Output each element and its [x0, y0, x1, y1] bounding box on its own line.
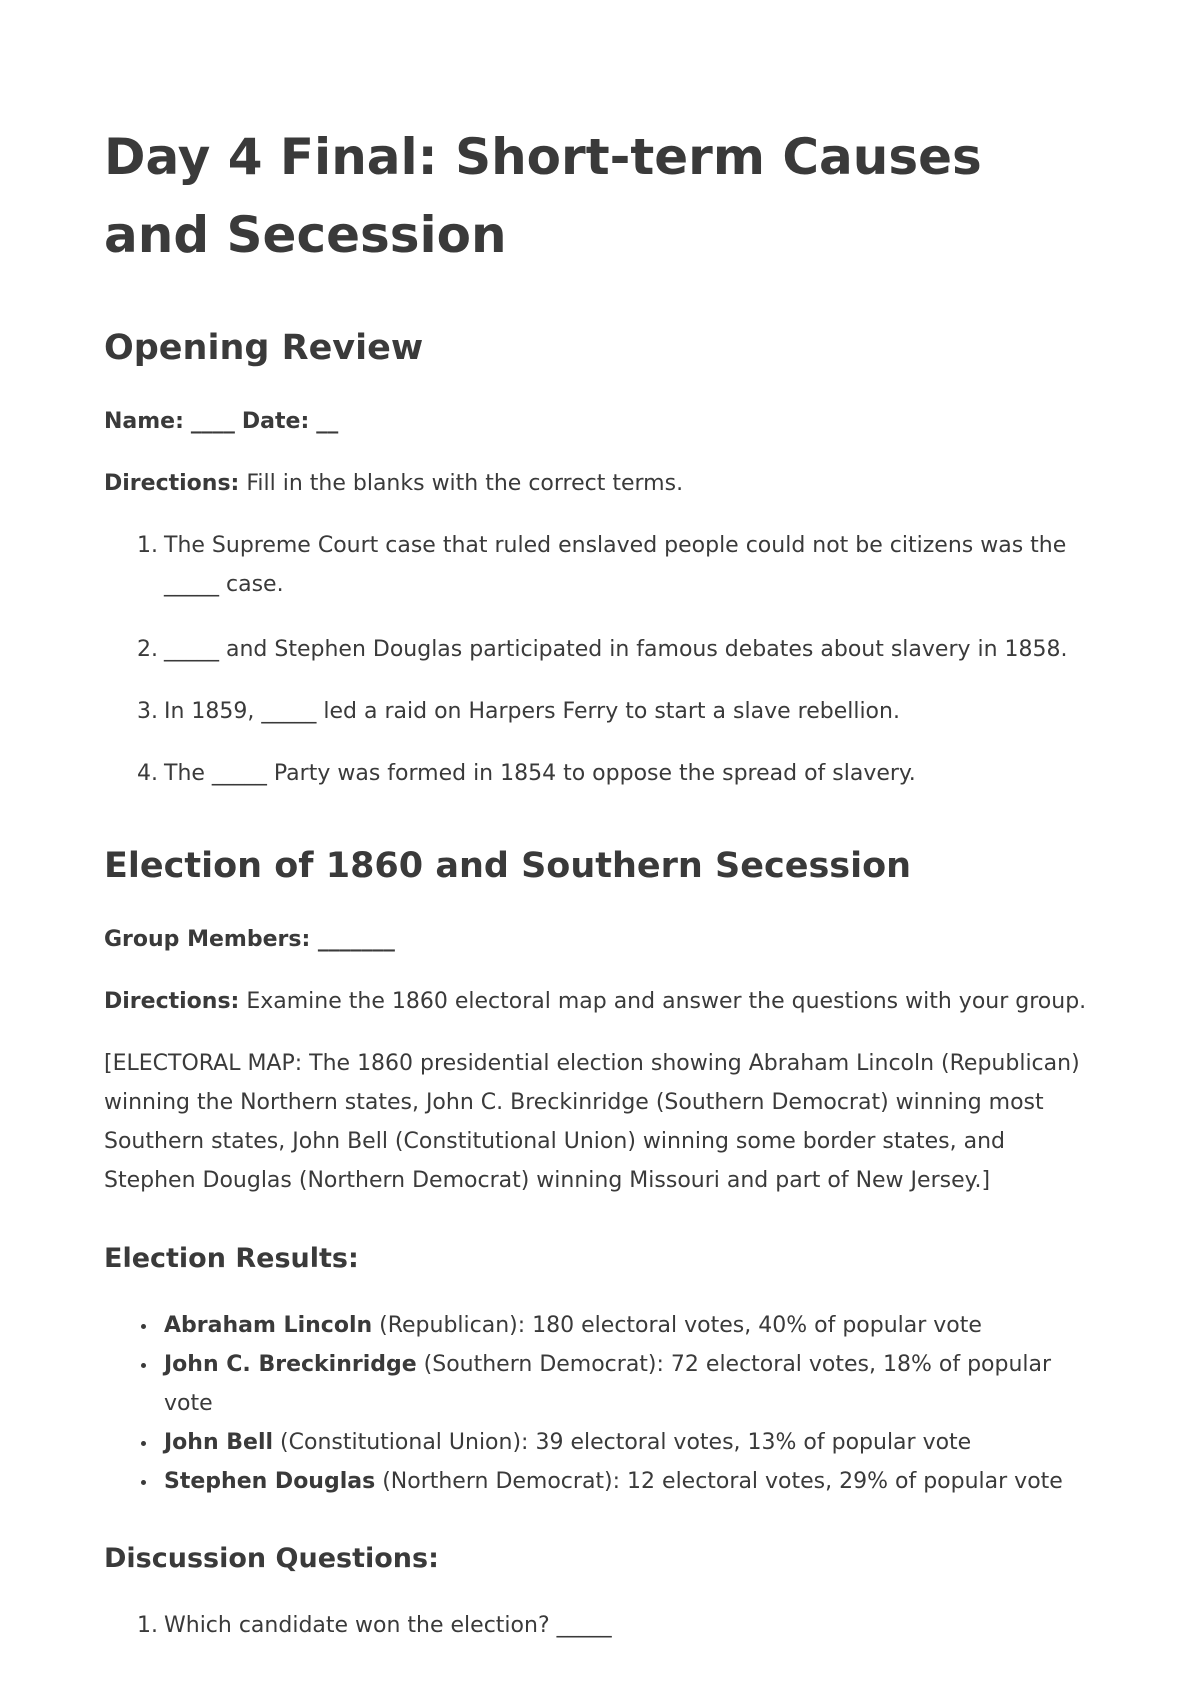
result-text	[164, 1462, 1114, 1501]
candidate-name: John Bell	[164, 1430, 274, 1455]
date-blank: __	[316, 409, 339, 434]
map-text-line: [ELECTORAL MAP: The 1860 presidential election showing Abraham Lincoln (Republican)	[104, 1051, 1080, 1076]
item-text-line: _____ case.	[164, 572, 284, 597]
result-text	[164, 1423, 1114, 1462]
directions-label: Directions:	[104, 989, 240, 1014]
map-text-line: winning the Northern states, John C. Breckinridge (Southern Democrat) winning most	[104, 1090, 1044, 1115]
group-blank: _______	[310, 927, 395, 952]
directions-label: Directions:	[104, 471, 240, 496]
group-members-line	[104, 920, 1114, 959]
candidate-name: Stephen Douglas	[164, 1469, 376, 1494]
directions-text: Examine the 1860 electoral map and answer the questions with your group.	[239, 989, 1087, 1014]
candidate-detail-continued: vote	[164, 1391, 213, 1416]
candidate-detail: (Northern Democrat): 12 electoral votes, 29% of popular vote	[375, 1469, 1063, 1494]
item-number: 4.	[137, 761, 158, 786]
election-directions	[104, 982, 1114, 1021]
map-text-line: Stephen Douglas (Northern Democrat) winning Missouri and part of New Jersey.]	[104, 1168, 991, 1193]
question-number: 1.	[137, 1613, 158, 1638]
item-text: _____ and Stephen Douglas participated in famous debates about slavery in 1858.	[164, 637, 1068, 662]
bullet-icon	[141, 1441, 146, 1446]
item-text-line: The Supreme Court case that ruled enslaved people could not be citizens was the	[164, 533, 1067, 558]
directions-text: Fill in the blanks with the correct terms.	[239, 471, 684, 496]
name-blank: ____	[190, 409, 235, 434]
item-number: 2.	[137, 637, 158, 662]
election-heading: Election of 1860 and Southern Secession	[104, 846, 912, 886]
result-text	[164, 1345, 1114, 1423]
question-text: Which candidate won the election? _____	[164, 1613, 612, 1638]
page-title: Day 4 Final: Short-term Causes and Secession	[104, 128, 982, 264]
group-label: Group Members:	[104, 927, 311, 952]
item-number: 1.	[137, 533, 158, 558]
result-text	[164, 1306, 1114, 1345]
candidate-name: John C. Breckinridge	[164, 1352, 417, 1377]
candidate-detail: (Constitutional Union): 39 electoral votes, 13% of popular vote	[273, 1430, 972, 1455]
item-number: 3.	[137, 699, 158, 724]
date-label: Date:	[241, 409, 310, 434]
bullet-icon	[141, 1324, 146, 1329]
bullet-icon	[141, 1363, 146, 1368]
candidate-name: Abraham Lincoln	[164, 1313, 373, 1338]
candidate-detail: (Republican): 180 electoral votes, 40% of popular vote	[372, 1313, 982, 1338]
opening-review-heading: Opening Review	[104, 328, 424, 368]
bullet-icon	[141, 1480, 146, 1485]
candidate-detail: (Southern Democrat): 72 electoral votes, 18% of popular	[416, 1352, 1052, 1377]
discussion-heading: Discussion Questions:	[104, 1543, 439, 1574]
item-text: In 1859, _____ led a raid on Harpers Ferry to start a slave rebellion.	[164, 699, 900, 724]
results-heading: Election Results:	[104, 1243, 359, 1274]
map-text-line: Southern states, John Bell (Constitutional Union) winning some border states, and	[104, 1129, 1005, 1154]
name-date-line	[104, 402, 1114, 441]
item-text	[164, 526, 1114, 604]
item-text: The _____ Party was formed in 1854 to oppose the spread of slavery.	[164, 761, 916, 786]
name-label: Name:	[104, 409, 184, 434]
electoral-map-description	[104, 1044, 1114, 1200]
opening-directions	[104, 464, 1114, 503]
